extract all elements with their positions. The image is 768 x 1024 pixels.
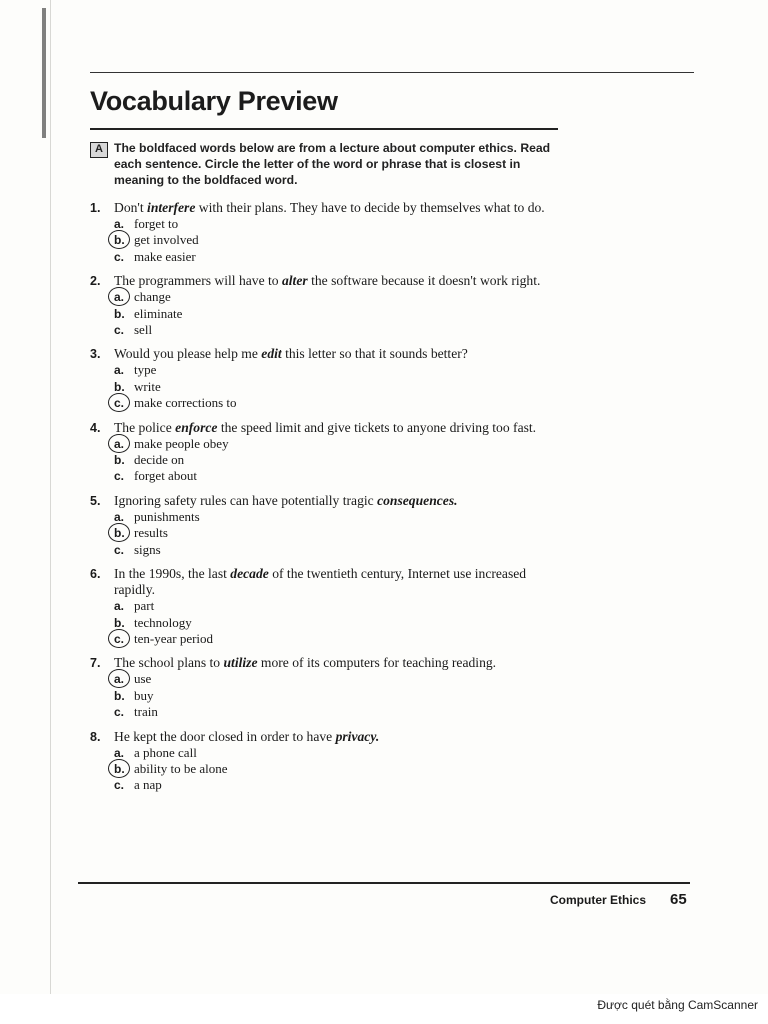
boldfaced-word: enforce: [175, 419, 218, 435]
boldfaced-word: privacy.: [335, 728, 380, 744]
option-text: use: [134, 671, 152, 687]
answer-options: [90, 289, 570, 338]
option-letter: a.: [114, 745, 125, 760]
option-text: make corrections to: [134, 395, 237, 411]
question-sentence: [90, 346, 570, 362]
question-item: [90, 729, 570, 794]
answer-option[interactable]: [90, 436, 570, 452]
top-rule: [90, 72, 694, 73]
question-sentence: [90, 420, 570, 436]
option-text: eliminate: [134, 305, 183, 321]
boldfaced-word: consequences.: [377, 492, 458, 508]
option-text: type: [134, 362, 157, 378]
option-letter: a.: [114, 509, 125, 524]
answer-option[interactable]: [90, 671, 570, 687]
boldfaced-word: edit: [261, 346, 282, 362]
option-text: ten-year period: [134, 630, 214, 646]
sentence-before: He kept the door closed in order to have: [114, 728, 336, 744]
sentence-before: Would you please help me: [114, 346, 262, 362]
answer-options: [90, 671, 570, 720]
option-text: buy: [134, 687, 154, 703]
option-text: write: [134, 378, 161, 394]
answer-option[interactable]: [90, 761, 570, 777]
answer-option[interactable]: [90, 525, 570, 541]
boldfaced-word: utilize: [223, 655, 258, 671]
option-letter: b.: [114, 306, 125, 321]
sentence-after: more of its computers for teaching reading.: [257, 655, 497, 671]
option-text: forget to: [134, 216, 179, 231]
answer-options: [90, 509, 570, 558]
question-sentence: [90, 566, 570, 598]
answer-option[interactable]: [90, 379, 570, 395]
answer-option[interactable]: [90, 249, 570, 265]
answer-option[interactable]: [90, 306, 570, 322]
option-letter: c.: [114, 631, 125, 646]
answer-options: [90, 362, 570, 411]
option-letter: b.: [114, 453, 125, 468]
answer-options: [90, 745, 570, 794]
question-number: 4.: [90, 420, 101, 435]
answer-option[interactable]: [90, 289, 570, 305]
option-text: a nap: [134, 777, 162, 793]
answer-option[interactable]: [90, 745, 570, 761]
question-sentence: [90, 200, 570, 216]
answer-options: [90, 436, 570, 485]
footer-chapter-title: Computer Ethics: [550, 893, 647, 907]
instructions: [90, 140, 570, 188]
answer-option[interactable]: [90, 704, 570, 720]
option-text: decide on: [134, 452, 185, 468]
option-letter: b.: [114, 688, 125, 703]
option-letter: a.: [114, 436, 125, 451]
sentence-after: the software because it doesn't work right.: [307, 273, 541, 289]
sentence-after: with their plans. They have to decide by themselves what to do.: [195, 200, 545, 215]
option-text: results: [134, 525, 168, 541]
option-letter: a.: [114, 672, 125, 687]
question-number: 7.: [90, 656, 101, 671]
option-text: change: [134, 289, 171, 305]
question-number: 5.: [90, 493, 101, 508]
question-number: 8.: [90, 729, 101, 744]
answer-option[interactable]: [90, 615, 570, 631]
footer-rule: [78, 882, 690, 884]
title-underline: [90, 128, 558, 130]
option-letter: b.: [114, 615, 125, 630]
footer-page-number: 65: [670, 891, 687, 908]
sentence-before: In the 1990s, the last: [114, 566, 231, 582]
sentence-before: The school plans to: [114, 655, 224, 671]
option-letter: b.: [114, 379, 125, 394]
option-letter: c.: [114, 323, 125, 338]
sentence-after: of the twentieth century, Internet use increased rapidly.: [114, 566, 527, 598]
question-sentence: [90, 655, 570, 671]
question-item: [90, 655, 570, 720]
option-text: punishments: [134, 508, 200, 524]
answer-option[interactable]: [90, 232, 570, 248]
option-letter: c.: [114, 542, 125, 557]
instructions-text: The boldfaced words below are from a lecture about computer ethics. Read each sentence. Circle the letter of the word or phrase that is closest in meaning to the boldfaced word.: [114, 141, 551, 187]
scan-shadow-edge: [42, 8, 46, 138]
option-text: train: [134, 704, 158, 720]
question-number: 6.: [90, 567, 101, 582]
camscanner-watermark: Được quét bằng CamScanner: [597, 998, 758, 1012]
answer-options: [90, 216, 570, 265]
option-letter: b.: [114, 526, 125, 541]
answer-option[interactable]: [90, 322, 570, 338]
question-sentence: [90, 729, 570, 745]
option-text: a phone call: [134, 744, 197, 760]
answer-option[interactable]: [90, 777, 570, 793]
question-item: [90, 420, 570, 485]
option-letter: c.: [114, 469, 125, 484]
option-text: get involved: [134, 232, 199, 248]
answer-option[interactable]: [90, 452, 570, 468]
question-sentence: [90, 493, 570, 509]
question-item: [90, 566, 570, 647]
question-sentence: [90, 273, 570, 289]
sentence-before: The police: [114, 419, 176, 435]
option-letter: a.: [114, 217, 125, 231]
answer-option[interactable]: [90, 598, 570, 614]
question-item: [90, 200, 570, 265]
option-text: technology: [134, 614, 192, 630]
answer-option[interactable]: [90, 395, 570, 411]
option-text: signs: [134, 541, 161, 557]
sentence-before: Ignoring safety rules can have potentially tragic: [114, 492, 378, 508]
answer-option[interactable]: [90, 688, 570, 704]
option-letter: c.: [114, 778, 125, 793]
question-number: 2.: [90, 274, 101, 289]
option-text: sell: [134, 322, 153, 338]
sentence-before: The programmers will have to: [114, 273, 282, 289]
section-badge: A: [90, 142, 108, 158]
answer-options: [90, 598, 570, 647]
sentence-before: Don't: [114, 200, 148, 215]
option-text: ability to be alone: [134, 760, 228, 776]
option-text: make people obey: [134, 435, 229, 451]
boldfaced-word: interfere: [147, 200, 196, 215]
option-letter: c.: [114, 249, 125, 264]
scan-page-fold: [50, 0, 51, 1000]
answer-option[interactable]: [90, 468, 570, 484]
question-number: 1.: [90, 201, 101, 215]
page-title: Vocabulary Preview: [90, 86, 338, 116]
option-letter: b.: [114, 233, 125, 248]
option-letter: a.: [114, 290, 125, 305]
answer-option[interactable]: [90, 216, 570, 232]
answer-option[interactable]: [90, 362, 570, 378]
boldfaced-word: decade: [230, 566, 269, 582]
option-letter: c.: [114, 705, 125, 720]
question-number: 3.: [90, 347, 101, 362]
option-letter: b.: [114, 761, 125, 776]
boldfaced-word: alter: [281, 273, 308, 289]
option-text: make easier: [134, 248, 196, 264]
question-list: [90, 200, 570, 802]
question-item: [90, 346, 570, 411]
option-text: part: [134, 598, 155, 614]
question-item: [90, 273, 570, 338]
answer-option[interactable]: [90, 542, 570, 558]
option-letter: a.: [114, 599, 125, 614]
sentence-after: this letter so that it sounds better?: [281, 346, 468, 362]
option-text: forget about: [134, 468, 197, 484]
option-letter: c.: [114, 396, 125, 411]
option-letter: a.: [114, 363, 125, 378]
sentence-after: the speed limit and give tickets to anyone driving too fast.: [217, 419, 537, 435]
answer-option[interactable]: [90, 509, 570, 525]
answer-option[interactable]: [90, 631, 570, 647]
question-item: [90, 493, 570, 558]
